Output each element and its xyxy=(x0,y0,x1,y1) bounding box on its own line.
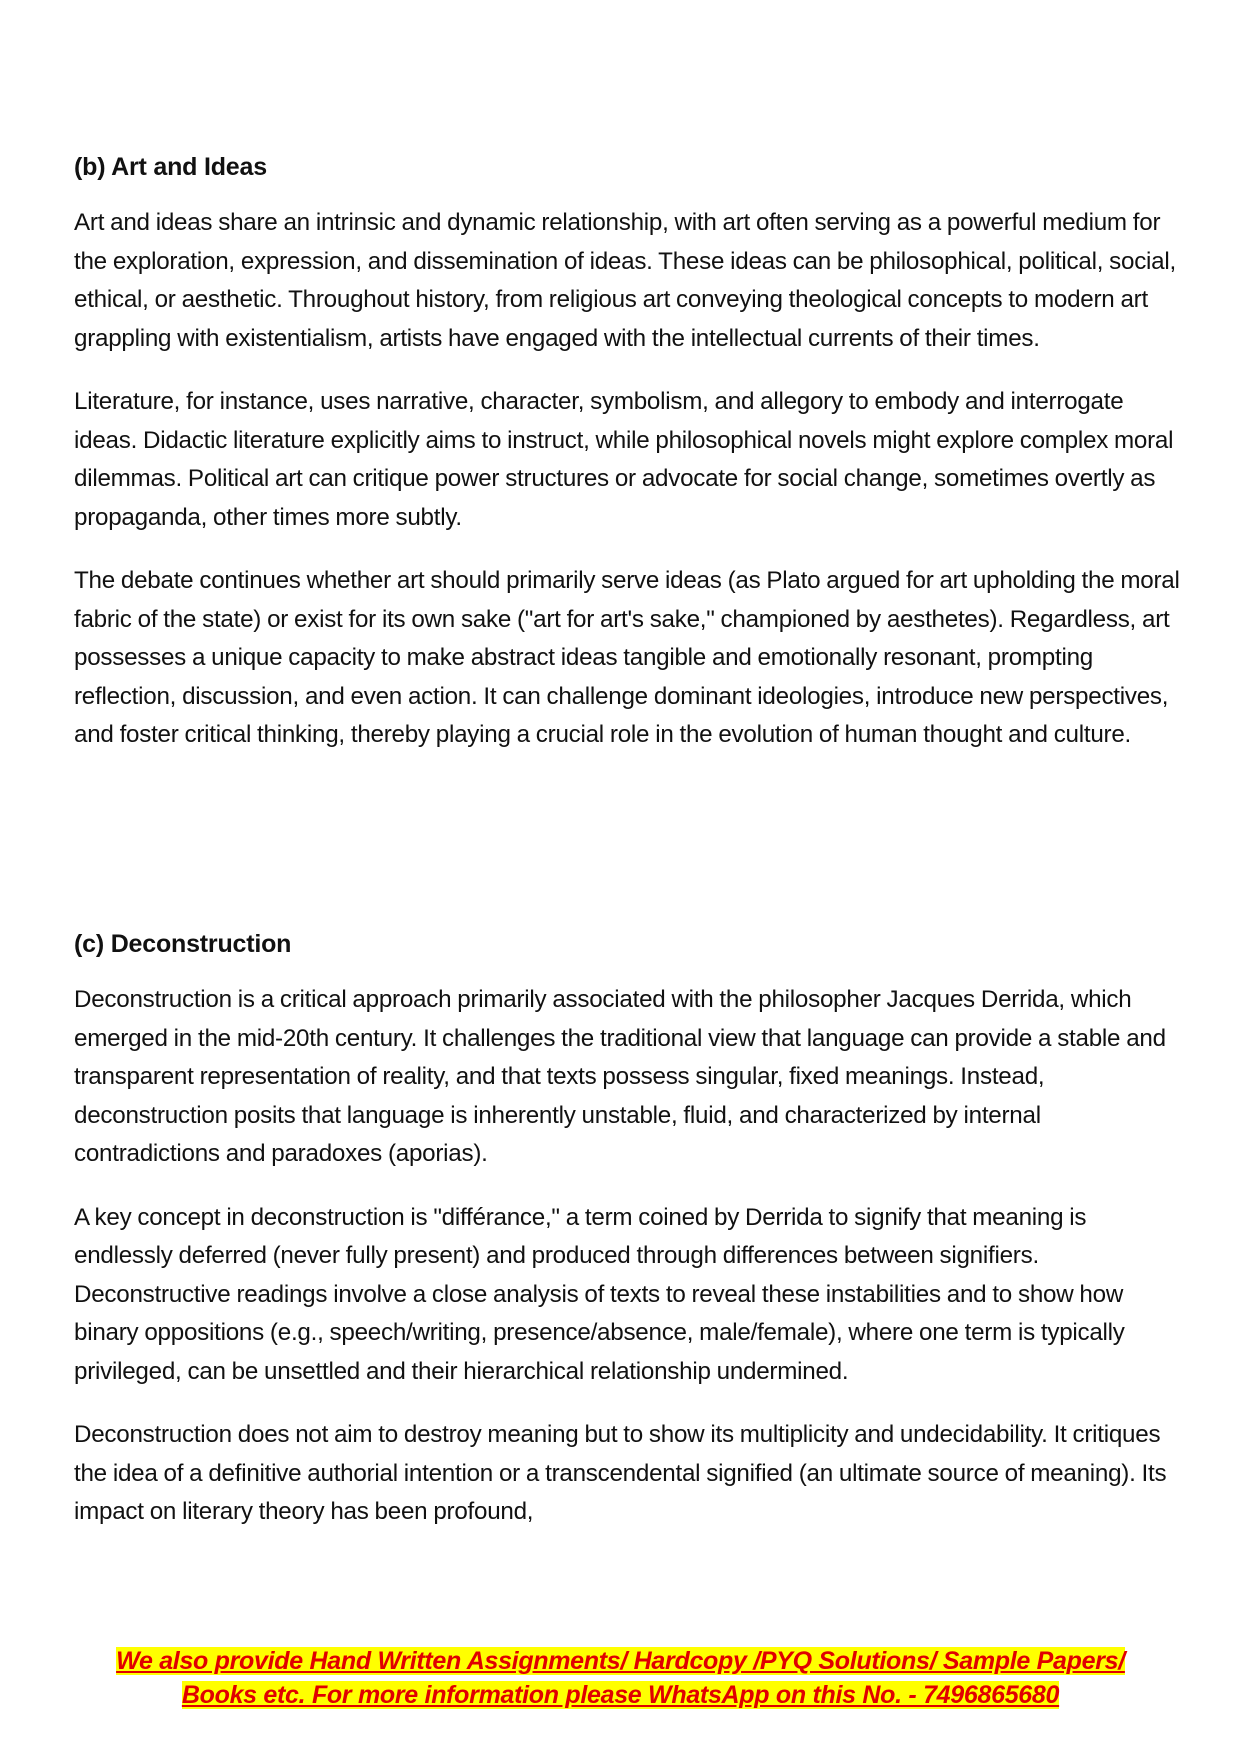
paragraph: Literature, for instance, uses narrative, character, symbolism, and allegory to embody and interrogate ideas. Didactic literature explicitly aims to instruct, while philosophical novels might explore complex moral dilemmas. Political art can critique power structures or advocate for social change, sometimes overtly as propaganda, other times more subtly. xyxy=(74,388,1174,531)
paragraph: The debate continues whether art should primarily serve ideas (as Plato argued for art upholding the moral fabric of the state) or exist for its own sake ("art for art's sake," championed by aesthetes). Regardless, art possesses a unique capacity to make abstract ideas tangible and emotionally resonant, prompting reflection, discussion, and even action. It can challenge dominant ideologies, introduce new perspectives, and foster critical thinking, thereby playing a crucial role in the evolution of human thought and culture. xyxy=(74,567,1180,748)
paragraph: Art and ideas share an intrinsic and dynamic relationship, with art often serving as a powerful medium for the exploration, expression, and dissemination of ideas. These ideas can be philosophical, political, social, ethical, or aesthetic. Throughout history, from religious art conveying theological concepts to modern art grappling with existentialism, artists have engaged with the intellectual currents of their times. xyxy=(74,209,1176,352)
promo-footer xyxy=(0,1644,1241,1712)
section-deconstruction xyxy=(74,925,1184,1557)
paragraph: Deconstruction is a critical approach primarily associated with the philosopher Jacques Derrida, which emerged in the mid-20th century. It challenges the traditional view that language can provide a stable and transparent representation of reality, and that texts possess singular, fixed meanings. Instead, deconstruction posits that language is inherently unstable, fluid, and characterized by internal contradictions and paradoxes (aporias). xyxy=(74,986,1166,1167)
section-heading: (c) Deconstruction xyxy=(74,930,292,958)
section-art-and-ideas xyxy=(74,148,1184,780)
section-heading: (b) Art and Ideas xyxy=(74,153,267,181)
promo-line-1: We also provide Hand Written Assignments/ Hardcopy /PYQ Solutions/ Sample Papers/ xyxy=(116,1647,1125,1675)
paragraph: Deconstruction does not aim to destroy meaning but to show its multiplicity and undecidability. It critiques the idea of a definitive authorial intention or a transcendental signified (an ultimate source of meaning). Its impact on literary theory has been profound, xyxy=(74,1421,1167,1525)
paragraph: A key concept in deconstruction is "différance," a term coined by Derrida to signify that meaning is endlessly deferred (never fully present) and produced through differences between signifiers. Deconstructive readings involve a close analysis of texts to reveal these instabilities and to show how binary oppositions (e.g., speech/writing, presence/absence, male/female), where one term is typically privileged, can be unsettled and their hierarchical relationship undermined. xyxy=(74,1203,1125,1385)
promo-line-2: Books etc. For more information please WhatsApp on this No. - 7496865680 xyxy=(181,1681,1060,1709)
